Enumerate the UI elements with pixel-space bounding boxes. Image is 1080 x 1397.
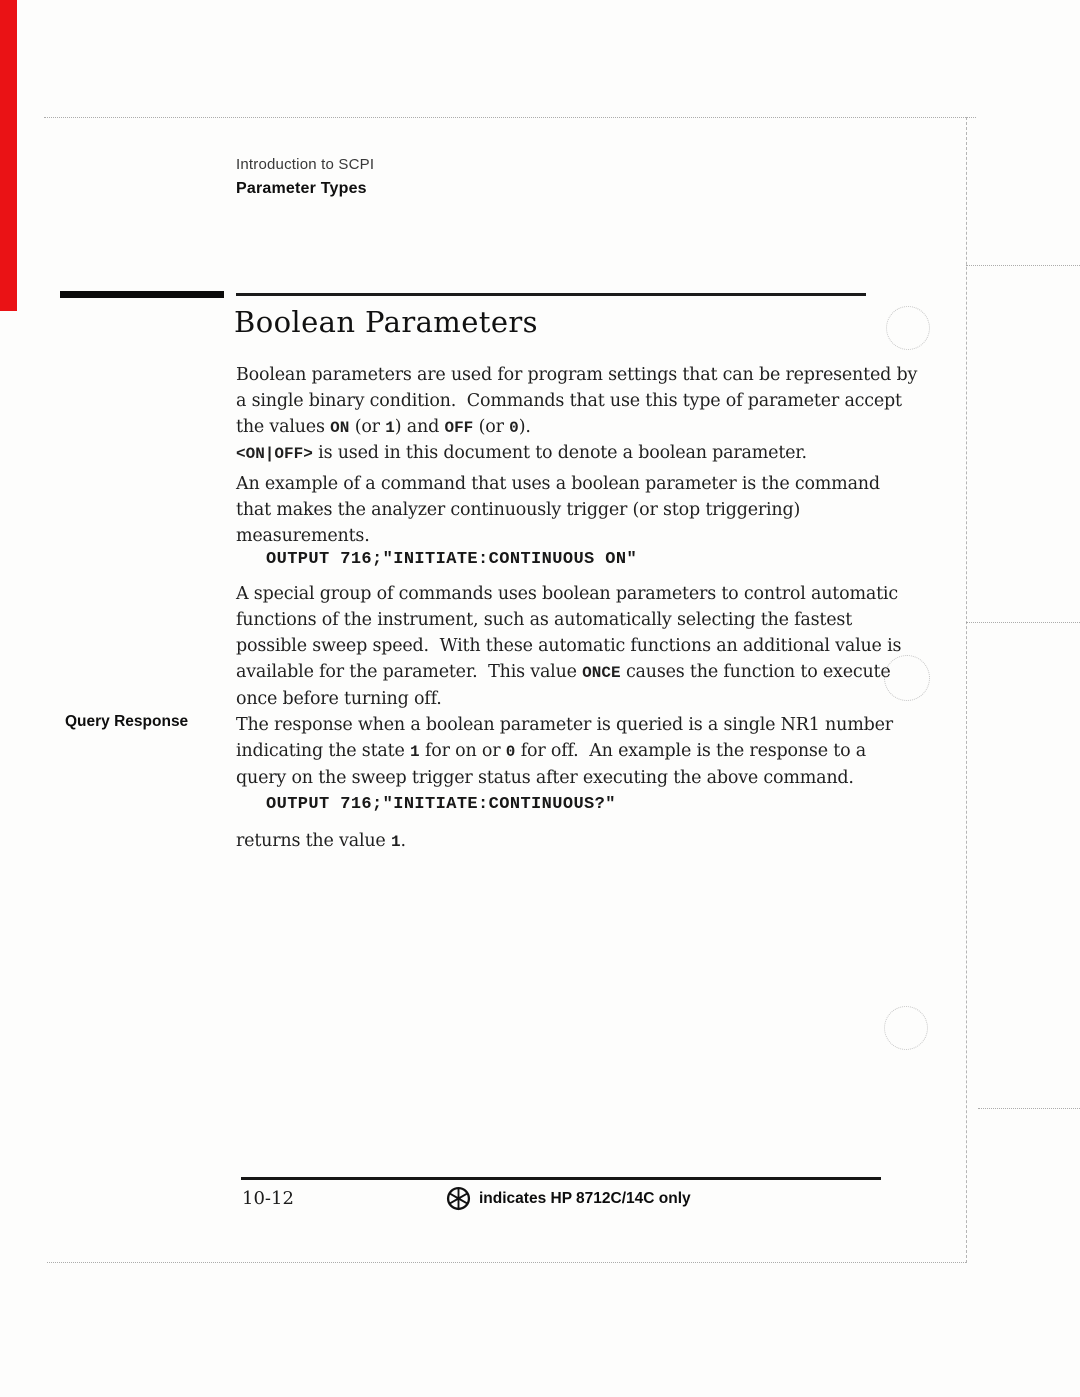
title-rule xyxy=(236,293,866,296)
registration-dotted-line-3 xyxy=(978,1108,1080,1109)
binder-hole-1 xyxy=(886,306,930,350)
section-label: Parameter Types xyxy=(236,180,367,197)
para-boolean-intro: Boolean parameters are used for program settings that can be represented by a single binary condition. Commands that use this type of parameter accept the values ON (or 1) and OFF (or 0). xyxy=(236,365,918,437)
model-note xyxy=(446,1186,691,1211)
model-note-text: indicates HP 8712C/14C only xyxy=(479,1189,691,1207)
running-header xyxy=(236,156,374,198)
code-initiate-continuous-query: OUTPUT 716;"INITIATE:CONTINUOUS?" xyxy=(266,795,616,814)
bottom-dotted-rule xyxy=(47,1262,966,1263)
para-query-response: The response when a boolean parameter is queried is a single NR1 number indicating the state 1 for on or 0 for off. An example is the response to a query on the sweep trigger status after executing the above command. xyxy=(236,715,893,788)
para-special-group: A special group of commands uses boolean parameters to control automatic functions of the instrument, such as automatically selecting the fastest possible sweep speed. With these automatic functions an additional value is available for the parameter. This value ONCE causes the function to execute once before turning off. xyxy=(236,584,902,709)
chapter-label: Introduction to SCPI xyxy=(236,156,375,173)
registration-dotted-line-1 xyxy=(966,265,1080,266)
binder-hole-3 xyxy=(884,1006,928,1050)
title-accent-bar xyxy=(60,291,224,298)
code-initiate-continuous-on: OUTPUT 716;"INITIATE:CONTINUOUS ON" xyxy=(266,550,638,569)
page-number: 10-12 xyxy=(242,1188,294,1209)
para-returns-value: returns the value 1. xyxy=(236,831,406,851)
chapter-edge-tab xyxy=(0,0,17,311)
para-onoff-notation: <ON|OFF> is used in this document to denote a boolean parameter. xyxy=(236,443,807,463)
page-title: Boolean Parameters xyxy=(234,305,538,339)
query-response-label: Query Response xyxy=(65,713,189,730)
top-dotted-rule xyxy=(44,117,976,118)
right-edge-dashed-rule xyxy=(966,117,967,1263)
registration-dotted-line-2 xyxy=(966,622,1080,623)
footer-rule xyxy=(241,1177,881,1180)
model-wheel-icon xyxy=(446,1186,471,1211)
para-example-command: An example of a command that uses a boolean parameter is the command that makes the analyzer continuously trigger (or stop triggering) measurements. xyxy=(236,474,880,546)
